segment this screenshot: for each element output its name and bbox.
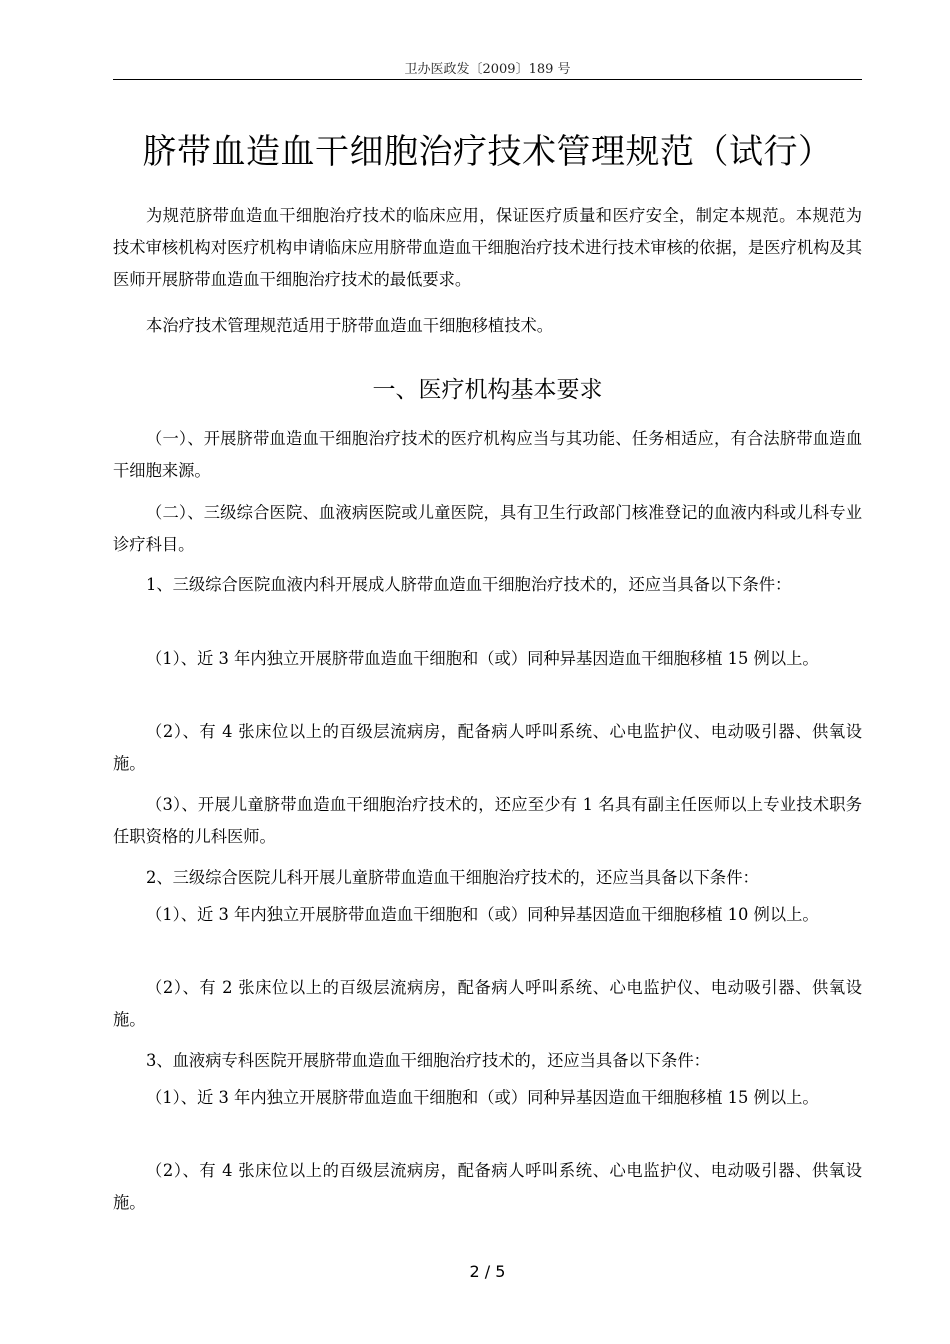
body-paragraph-9: （2）、有 2 张床位以上的百级层流病房，配备病人呼叫系统、心电监护仪、电动吸引器、供氧设施。 (113, 978, 862, 1029)
body-paragraph-7: 2、三级综合医院儿科开展儿童脐带血造血干细胞治疗技术的，还应当具备以下条件： (146, 868, 759, 887)
section-heading: 一、医疗机构基本要求 (372, 377, 603, 403)
body-paragraph-3: 1、三级综合医院血液内科开展成人脐带血造血干细胞治疗技术的，还应当具备以下条件： (146, 575, 792, 594)
body-paragraph-4: （1）、近 3 年内独立开展脐带血造血干细胞和（或）同种异基因造血干细胞移植 15 例以上。 (146, 649, 819, 668)
page-number: 2 / 5 (469, 1262, 506, 1281)
body-paragraph-5: （2）、有 4 张床位以上的百级层流病房，配备病人呼叫系统、心电监护仪、电动吸引器、供氧设施。 (113, 722, 862, 773)
body-paragraph-10: 3、血液病专科医院开展脐带血造血干细胞治疗技术的，还应当具备以下条件： (146, 1051, 710, 1070)
intro-paragraph-1: 为规范脐带血造血干细胞治疗技术的临床应用，保证医疗质量和医疗安全，制定本规范。本规范为技术审核机构对医疗机构申请临床应用脐带血造血干细胞治疗技术进行技术审核的依据，是医疗机构及其医师开展脐带血造血干细胞治疗技术的最低要求。 (113, 206, 862, 289)
body-paragraph-11: （1）、近 3 年内独立开展脐带血造血干细胞和（或）同种异基因造血干细胞移植 15 例以上。 (146, 1088, 819, 1107)
body-paragraph-1: （一）、开展脐带血造血干细胞治疗技术的医疗机构应当与其功能、任务相适应，有合法脐带血造血干细胞来源。 (113, 429, 862, 480)
body-paragraph-12: （2）、有 4 张床位以上的百级层流病房，配备病人呼叫系统、心电监护仪、电动吸引器、供氧设施。 (113, 1161, 862, 1212)
body-paragraph-8: （1）、近 3 年内独立开展脐带血造血干细胞和（或）同种异基因造血干细胞移植 10 例以上。 (146, 905, 819, 924)
document-number-header: 卫办医政发〔2009〕189 号 (404, 62, 571, 77)
body-paragraph-6: （3）、开展儿童脐带血造血干细胞治疗技术的，还应至少有 1 名具有副主任医师以上专业技术职务任职资格的儿科医师。 (113, 795, 862, 846)
document-title: 脐带血造血干细胞治疗技术管理规范（试行） (142, 132, 833, 172)
header-divider (113, 79, 862, 80)
intro-paragraph-2: 本治疗技术管理规范适用于脐带血造血干细胞移植技术。 (146, 316, 554, 335)
body-paragraph-2: （二）、三级综合医院、血液病医院或儿童医院，具有卫生行政部门核准登记的血液内科或儿科专业诊疗科目。 (113, 503, 862, 554)
